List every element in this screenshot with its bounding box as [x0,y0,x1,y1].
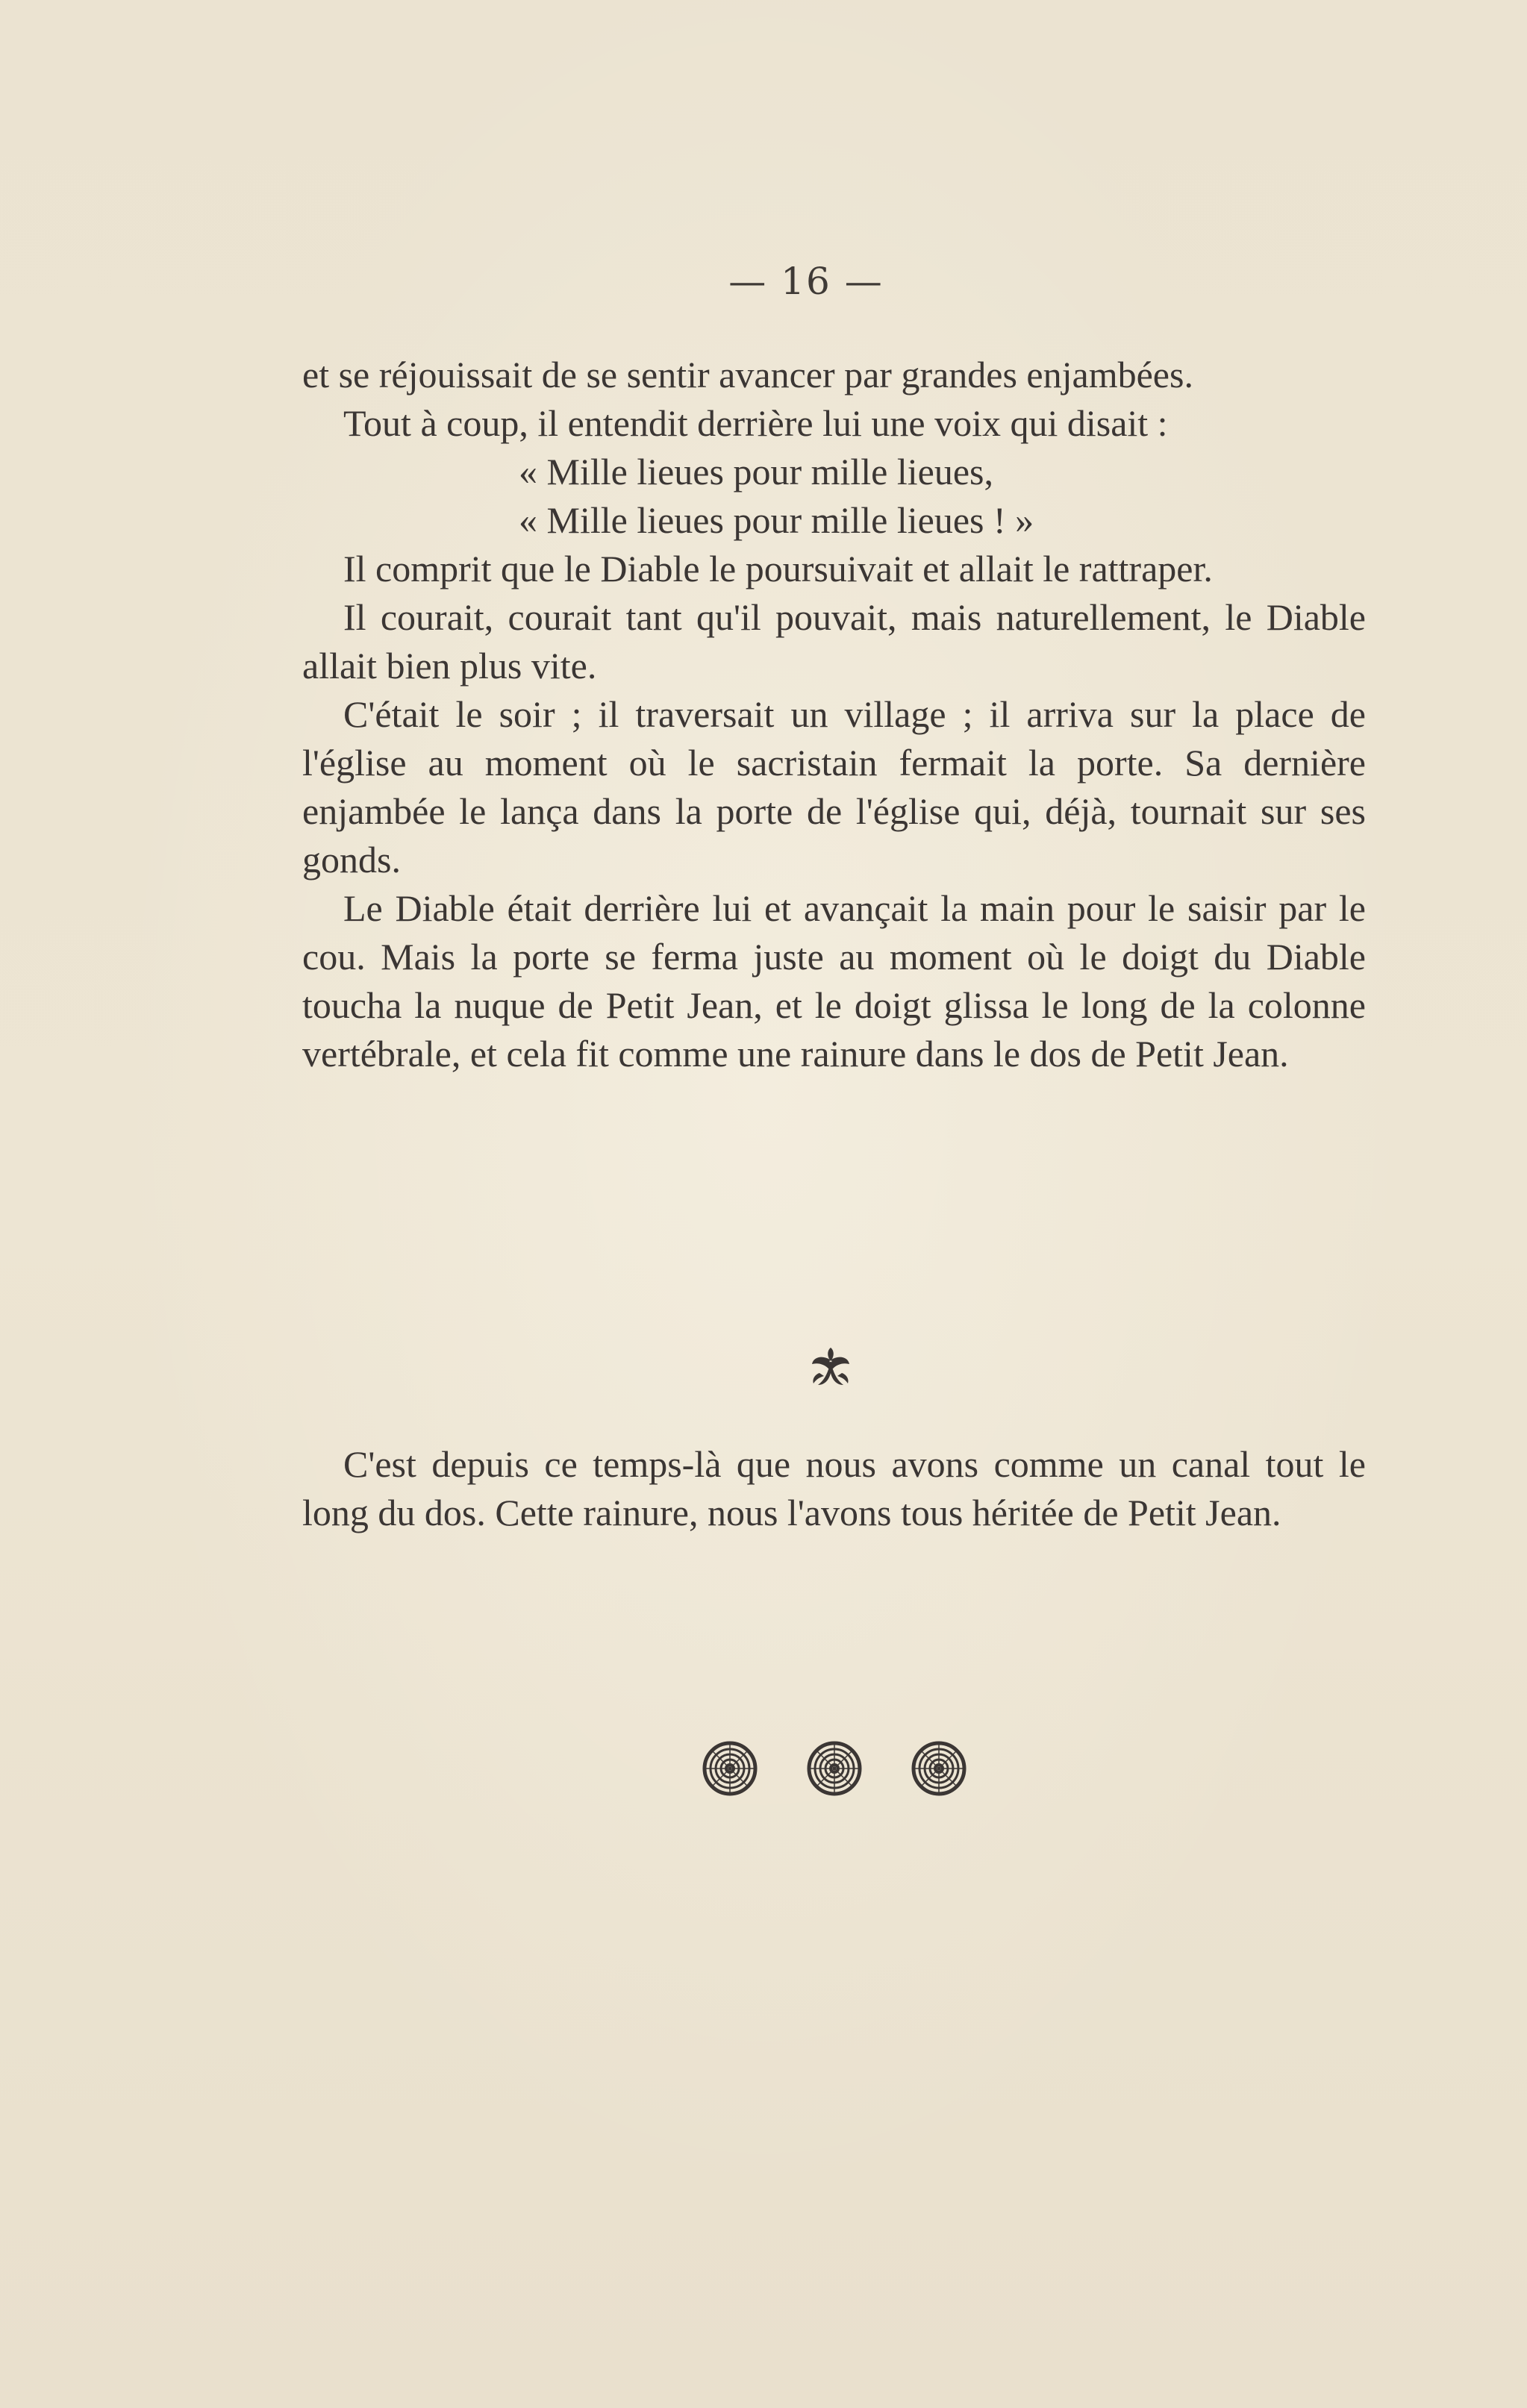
verse-line: « Mille lieues pour mille lieues, [519,451,993,492]
rosette-icon [911,1740,967,1797]
paragraph: Il comprit que le Diable le poursuivait et allait le rattraper. [343,548,1213,590]
paragraph: Le Diable était derrière lui et avançait la main pour le saisir par le cou. Mais la porte se ferma juste au moment où le doigt du Diable toucha la nuque de Petit Jean, et le doigt glissa le long de la colonne vertébrale, et cela fit comme une rainure dans le dos de Petit Jean. [302,887,1366,1075]
verse-line: « Mille lieues pour mille lieues ! » [519,499,1034,541]
page-number: — 16 — [728,260,884,303]
paragraph: Tout à coup, il entendit derrière lui une voix qui disait : [343,402,1168,444]
paragraph: et se réjouissait de se sentir avancer par grandes enjambées. [302,354,1193,395]
rosette-icon [702,1740,758,1797]
tailpiece-ornament [702,1740,970,1800]
lower-text-block [302,1440,1366,1537]
paragraph: C'est depuis ce temps-là que nous avons comme un canal tout le long du dos. Cette rainure, nous l'avons tous héritée de Petit Jean. [302,1443,1366,1533]
floral-fleuron-icon [805,1343,857,1395]
upper-text-block [302,351,1366,1078]
paragraph: C'était le soir ; il traversait un village ; il arriva sur la place de l'église au moment où le sacristain fermait la porte. Sa dernière enjambée le lança dans la porte de l'église qui, déjà, tournait sur ses gonds. [302,693,1366,881]
paragraph: Il courait, courait tant qu'il pouvait, mais naturellement, le Diable allait bien plus vite. [302,596,1366,687]
rosette-icon [806,1740,863,1797]
